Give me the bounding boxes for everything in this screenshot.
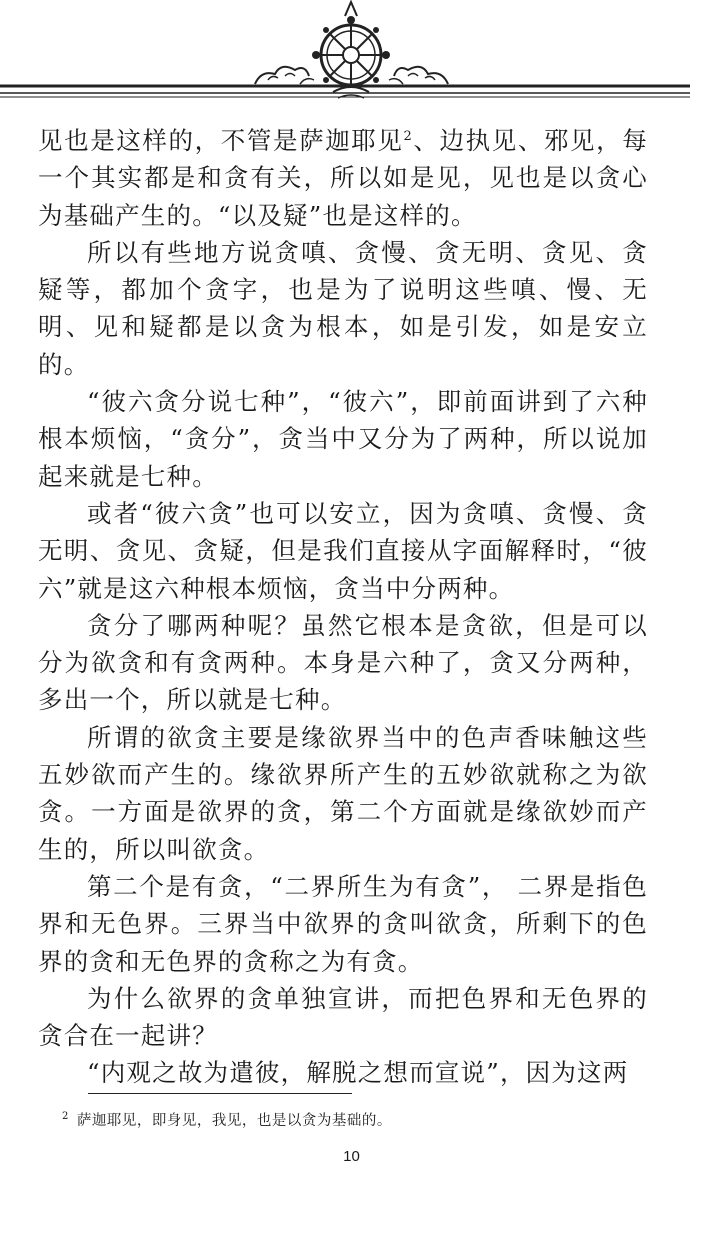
footnote-divider [88, 1093, 352, 1094]
dharma-wheel-icon [0, 0, 703, 110]
footnote [62, 1107, 662, 1131]
page-header-ornament [0, 0, 703, 110]
paragraph: 为什么欲界的贪单独宣讲，而把色界和无色界的贪合在一起讲？ [38, 983, 648, 1051]
paragraph: 所谓的欲贪主要是缘欲界当中的色声香味触这些五妙欲而产生的。缘欲界所产生的五妙欲就称之为欲贪。一方面是欲界的贪，第二个方面就是缘欲妙而产生的，所以叫欲贪。 [38, 722, 648, 864]
footnote-text: 萨迦耶见，即身见，我见，也是以贪为基础的。 [76, 1112, 392, 1129]
page-number: 10 [343, 1148, 360, 1165]
footnote-number: 2 [62, 1111, 69, 1122]
footnote-reference[interactable]: 2 [403, 128, 413, 144]
paragraph: “彼六贪分说七种”，“彼六”，即前面讲到了六种根本烦恼，“贪分”，贪当中又分为了两种，所以说加起来就是七种。 [38, 387, 648, 491]
paragraph: 第二个是有贪，“二界所生为有贪”， 二界是指色界和无色界。三界当中欲界的贪叫欲贪，所剩下的色界的贪和无色界的贪称之为有贪。 [38, 871, 648, 976]
paragraph: 所以有些地方说贪嗔、贪慢、贪无明、贪见、贪疑等，都加个贪字，也是为了说明这些嗔、慢、无明、见和疑都是以贪为根本，如是引发，如是安立的。 [38, 237, 648, 379]
paragraph: “内观之故为遣彼，解脱之想而宣说”，因为这两 [87, 1058, 629, 1088]
paragraph: 见也是这样的，不管是萨迦耶见$^2$、边执见、邪见，每一个其实都是和贪有关，所以如是见，见也是以贪心为基础产生的。“以及疑”也是这样的。 [38, 126, 648, 230]
body-text [38, 122, 648, 1092]
paragraph: 或者“彼六贪”也可以安立，因为贪嗔、贪慢、贪无明、贪见、贪疑，但是我们直接从字面解释时，“彼六”就是这六种根本烦恼，贪当中分两种。 [38, 498, 648, 603]
paragraph: 贪分了哪两种呢？虽然它根本是贪欲，但是可以分为欲贪和有贪两种。本身是六种了，贪又分两种，多出一个，所以就是七种。 [38, 610, 648, 715]
